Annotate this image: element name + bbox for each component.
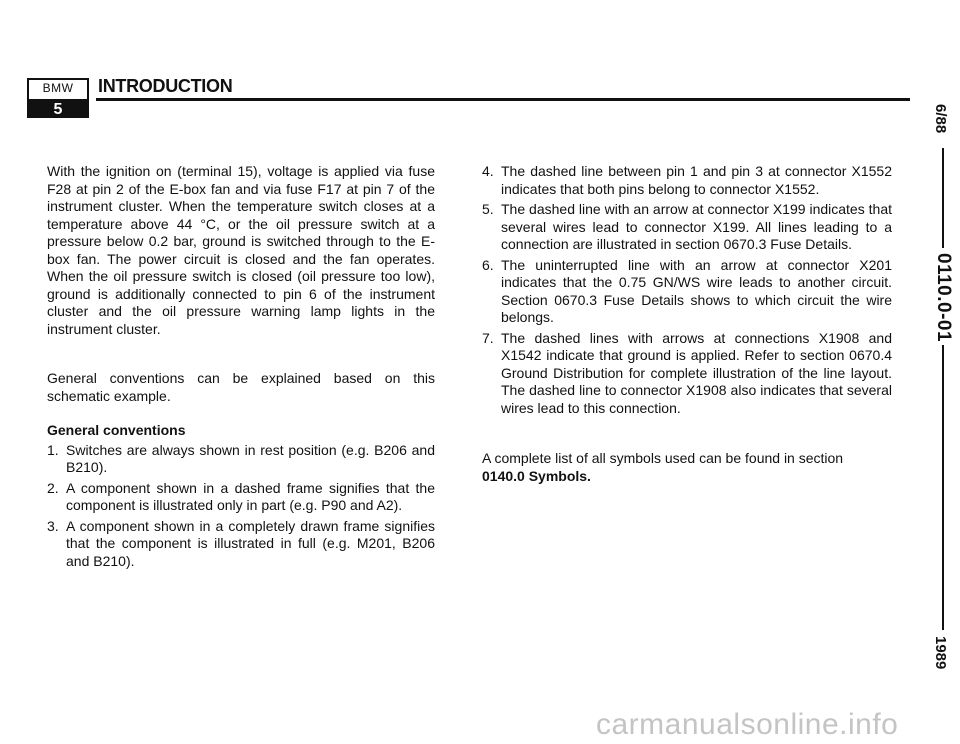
- conventions-paragraph: General conventions can be explained based on this schematic example.: [47, 370, 435, 404]
- closing-paragraph: [482, 450, 892, 485]
- logo-brand: BMW: [29, 80, 87, 101]
- watermark: carmanualsonline.info: [596, 708, 899, 741]
- list-item-text: Switches are always shown in rest position (e.g. B206 and B210).: [66, 441, 435, 475]
- section-heading: General conventions: [47, 422, 186, 438]
- list-item: [47, 480, 435, 515]
- list-item-number: 2.: [47, 479, 59, 496]
- list-item-text: The dashed lines with arrows at connections X1908 and X1542 indicate that ground is applied. Refer to section 0670.4 Ground Distribution for complete illustration of the line layout. The dashed line to connector X1908 also indicates that several wires lead to this connection.: [501, 329, 892, 416]
- list-item-number: 1.: [47, 441, 59, 458]
- margin-rule-top: [942, 148, 944, 248]
- intro-paragraph: With the ignition on (terminal 15), voltage is applied via fuse F28 at pin 2 of the E-box fan and via fuse F17 at pin 7 of the instrument cluster. When the temperature switch closes at a temperature above 44 °C, or the oil pressure switch at a pressure below 0.2 bar, ground is switched through to the E-box fan. The power circuit is closed and the fan operates. When the oil pressure switch is closed (oil pressure too low), ground is additionally connected to pin 6 of the instrument cluster and the oil pressure warning lamp lights in the instrument cluster.: [47, 163, 435, 337]
- list-item-number: 3.: [47, 517, 59, 534]
- logo-series: 5: [29, 101, 87, 118]
- list-item-text: A component shown in a completely drawn frame signifies that the component is illustrated in full (e.g. M201, B206 and B210).: [66, 517, 435, 569]
- conventions-list-continued: [482, 163, 892, 417]
- conventions-list: [47, 442, 435, 571]
- list-item-text: A component shown in a dashed frame signifies that the component is illustrated only in part (e.g. P90 and A2).: [66, 479, 435, 513]
- list-item: [482, 201, 892, 254]
- list-item-number: 7.: [482, 329, 494, 346]
- margin-rule-middle: [942, 345, 944, 629]
- list-item-number: 5.: [482, 201, 494, 217]
- list-item-text: The dashed line between pin 1 and pin 3 at connector X1552 indicates that both pins belong to connector X1552.: [501, 163, 892, 197]
- bmw-5-logo: [27, 78, 89, 118]
- list-item: [482, 257, 892, 327]
- closing-text: A complete list of all symbols used can be found in section: [482, 450, 844, 466]
- page-title: INTRODUCTION: [98, 76, 233, 96]
- list-item-text: The dashed line with an arrow at connector X199 indicates that several wires lead to connector X199. All lines leading to a connection are illustrated in section 0670.3 Fuse Details.: [501, 201, 892, 252]
- header-divider: [96, 98, 910, 101]
- list-item-number: 6.: [482, 256, 494, 273]
- symbols-section-reference: 0140.0 Symbols.: [482, 467, 591, 484]
- list-item: [47, 518, 435, 571]
- list-item: [482, 330, 892, 418]
- revision-date: 6/88: [932, 104, 949, 134]
- list-item-text: The uninterrupted line with an arrow at connector X201 indicates that the 0.75 GN/WS wire leads to another circuit. Section 0670.3 Fuse Details shows to which circuit the wire belongs.: [501, 256, 892, 325]
- section-code: 0110.0-01: [933, 253, 954, 343]
- margin-rule-tick: [942, 626, 944, 630]
- right-column: [482, 163, 892, 485]
- list-item: [482, 163, 892, 198]
- left-column: [47, 163, 435, 573]
- list-item: [47, 442, 435, 477]
- list-item-number: 4.: [482, 163, 494, 179]
- model-year: 1989: [932, 636, 949, 670]
